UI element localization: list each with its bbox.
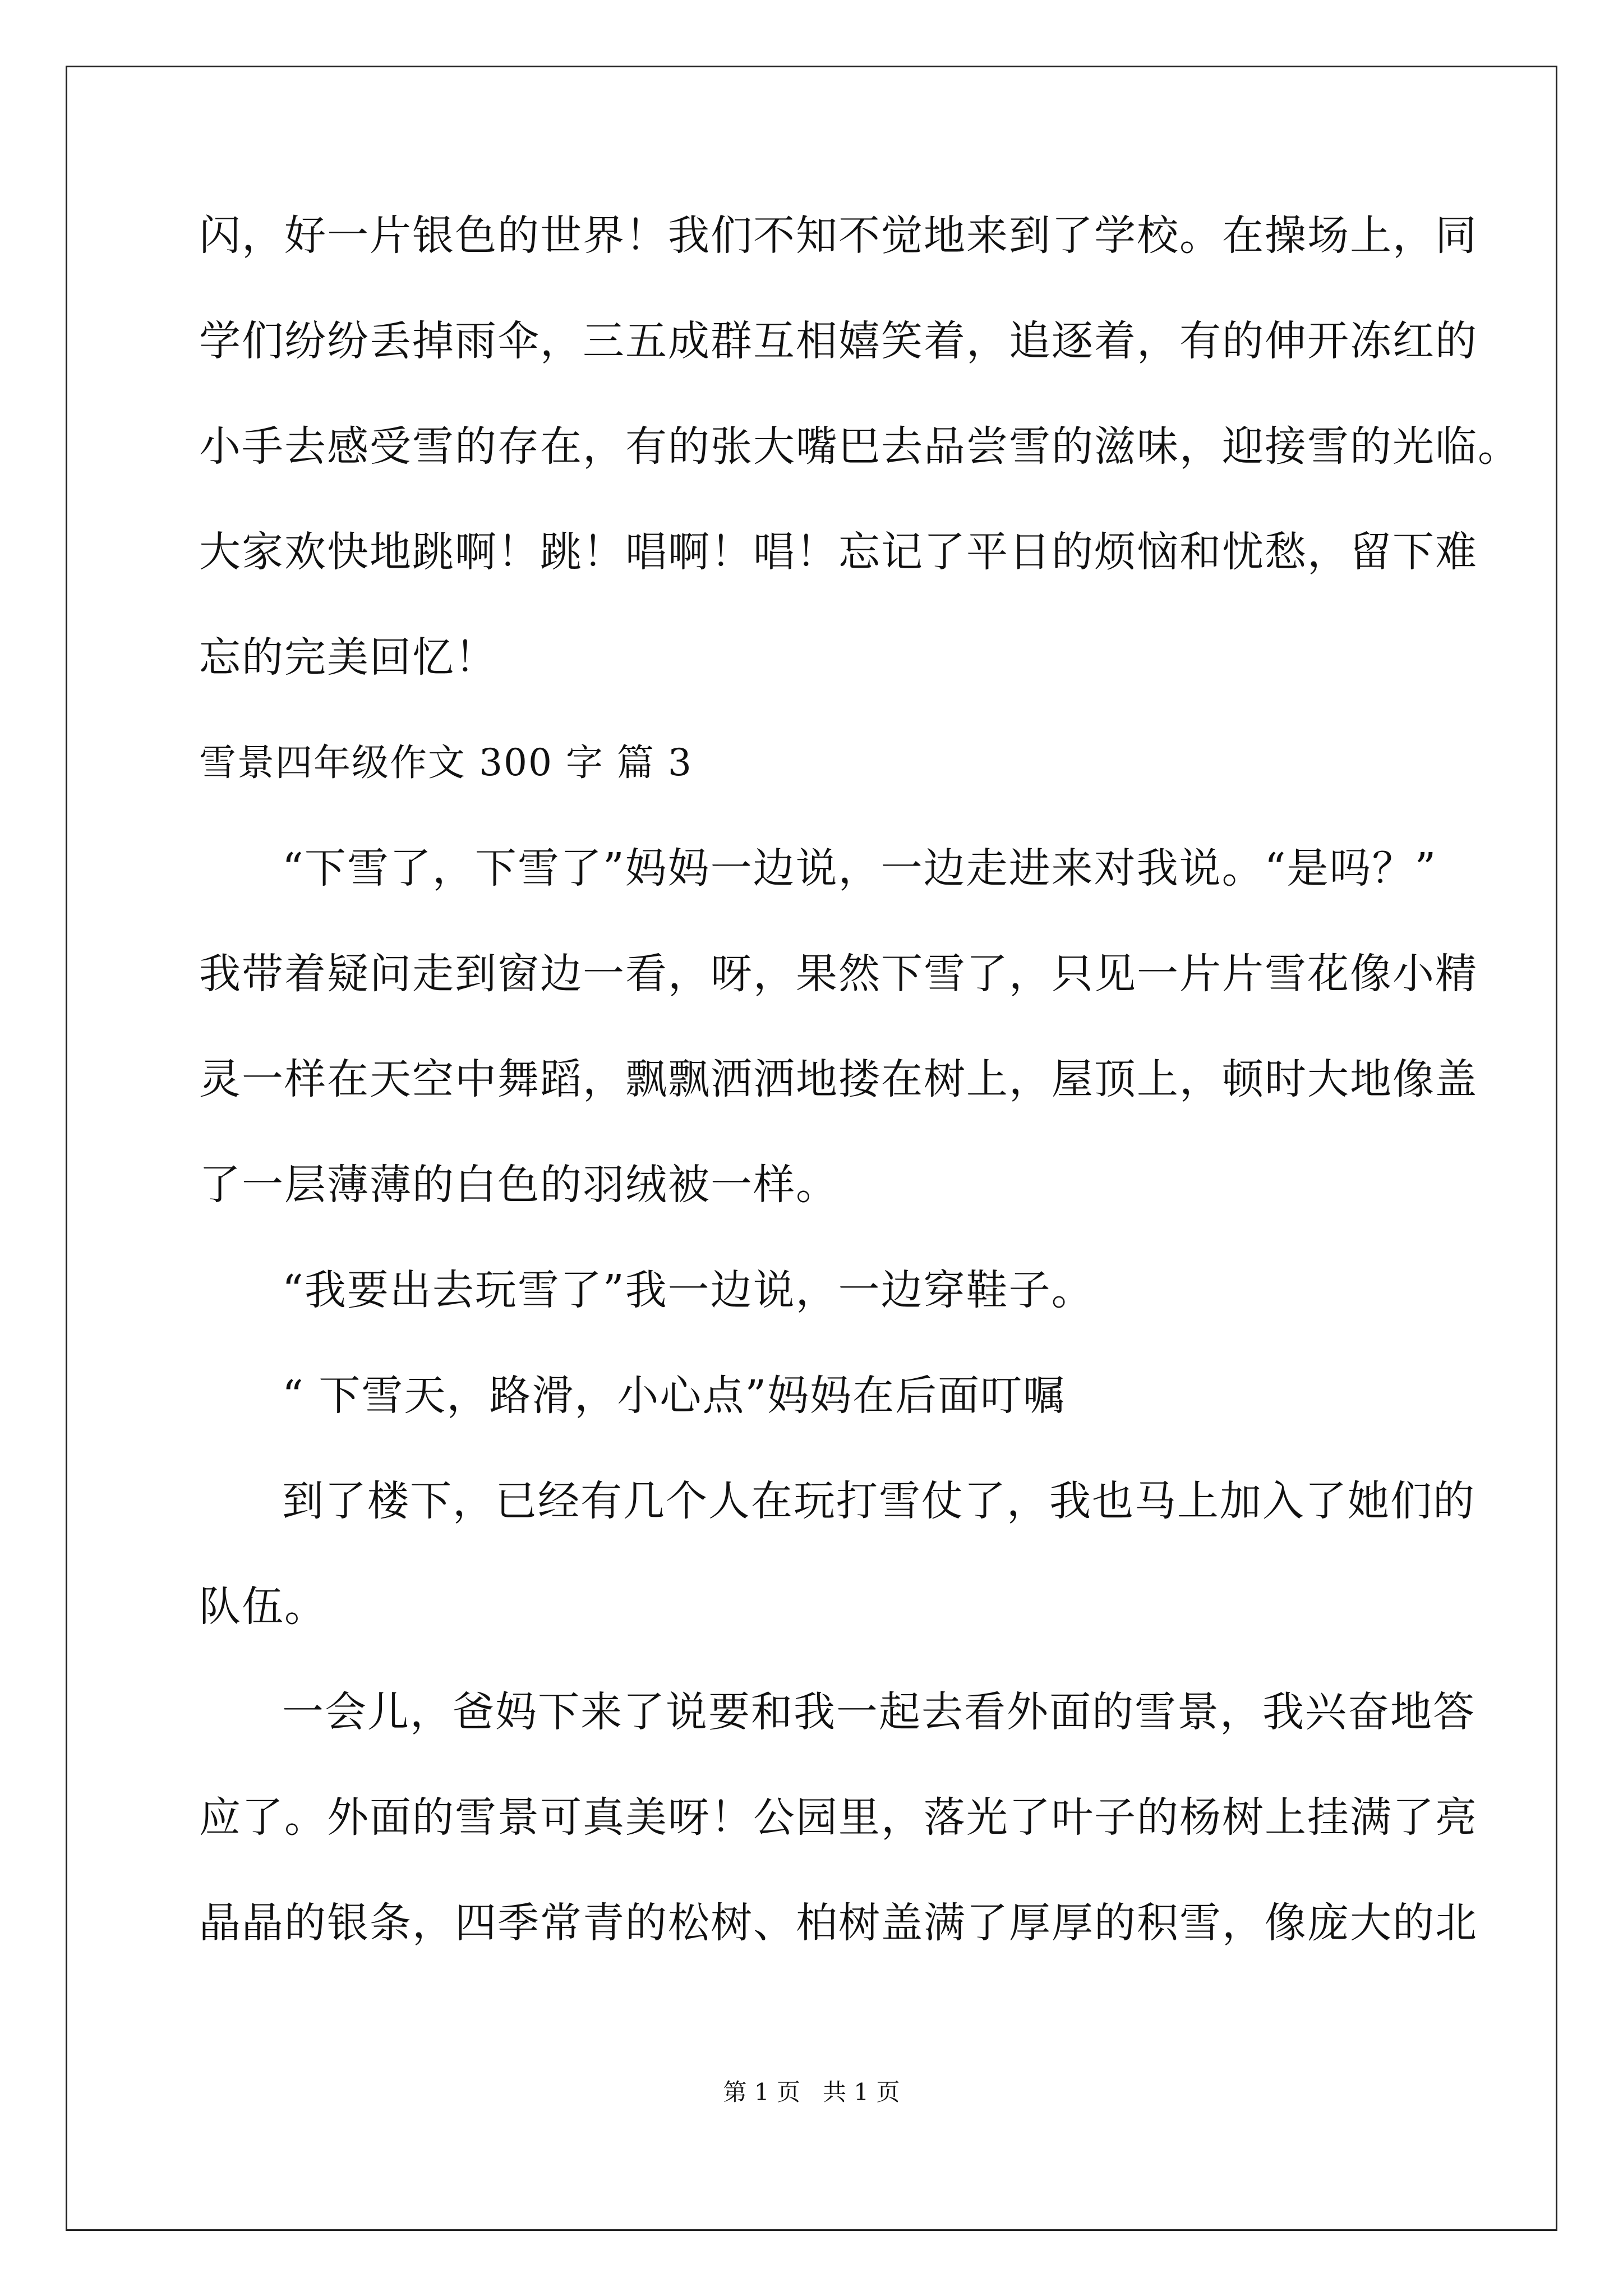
page-footer: 第 1 页 共 1 页 xyxy=(723,2078,900,2106)
paragraph-line: 晶晶的银条，四季常青的松树、柏树盖满了厚厚的积雪，像庞大的北 xyxy=(199,1899,1478,1947)
paragraph-line: 大家欢快地跳啊！跳！唱啊！唱！忘记了平日的烦恼和忧愁，留下难 xyxy=(199,528,1478,576)
paragraph-line: 学们纷纷丢掉雨伞，三五成群互相嬉笑着，追逐着，有的伸开冻红的 xyxy=(199,317,1478,365)
paragraph-line: “下雪了，下雪了”妈妈一边说，一边走进来对我说。“是吗？” xyxy=(282,844,1437,892)
paragraph-line: 队伍。 xyxy=(199,1582,327,1631)
paragraph-line: 小手去感受雪的存在，有的张大嘴巴去品尝雪的滋味，迎接雪的光临。 xyxy=(199,422,1520,471)
paragraph-line: 了一层薄薄的白色的羽绒被一样。 xyxy=(199,1161,838,1209)
paragraph-line: 闪，好一片银色的世界！我们不知不觉地来到了学校。在操场上，同 xyxy=(199,211,1478,260)
paragraph-line: 应了。外面的雪景可真美呀！公园里，落光了叶子的杨树上挂满了亮 xyxy=(199,1793,1478,1842)
paragraph-line: 到了楼下，已经有几个人在玩打雪仗了，我也马上加入了她们的 xyxy=(282,1477,1476,1525)
paragraph-line: 灵一样在天空中舞蹈，飘飘洒洒地搂在树上，屋顶上，顿时大地像盖 xyxy=(199,1055,1478,1103)
paragraph-line: 一会儿，爸妈下来了说要和我一起去看外面的雪景，我兴奋地答 xyxy=(282,1688,1476,1736)
paragraph-line: “我要出去玩雪了”我一边说，一边穿鞋子。 xyxy=(282,1266,1094,1314)
paragraph-line: 忘的完美回忆！ xyxy=(199,633,497,682)
paragraph-line: “ 下雪天，路滑，小心点”妈妈在后面叮嘱 xyxy=(282,1372,1066,1420)
section-heading: 雪景四年级作文 300 字 篇 3 xyxy=(199,741,693,784)
paragraph-line: 我带着疑问走到窗边一看，呀，果然下雪了，只见一片片雪花像小精 xyxy=(199,950,1478,998)
